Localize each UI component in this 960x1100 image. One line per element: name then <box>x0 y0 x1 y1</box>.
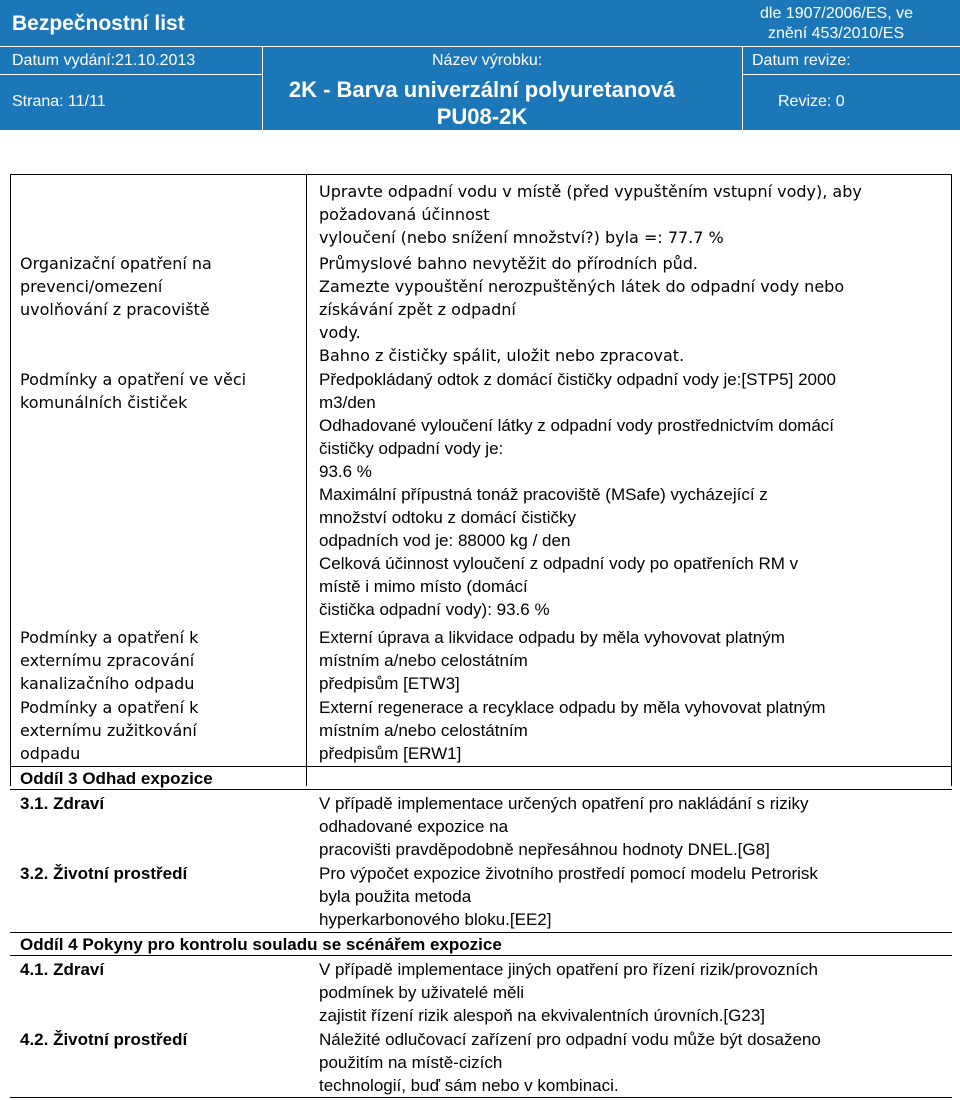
item-text: V případě implementace určených opatření pro nakládání s riziky odhadované expozice na pracovišti pravděpodobně nepřesáhnou hodnoty DNEL.[G8] <box>319 794 809 859</box>
row-label: Podmínky a opatření k externímu zpracování kanalizačního odpadu <box>20 628 199 693</box>
revision-number: Revize: 0 <box>778 93 845 110</box>
header-divider-right <box>742 74 960 75</box>
header-divider <box>0 46 960 47</box>
page-number: Strana: 11/11 <box>12 93 106 110</box>
item-label: 4.1. Zdraví <box>20 960 105 979</box>
row-measures-text: Upravte odpadní vodu v místě (před vypuštěním vstupní vody), aby požadovaná účinnost vyloučení (nebo snížení množství?) byla =: 77.7 % <box>319 182 862 247</box>
revision-date-label: Datum revize: <box>752 52 851 69</box>
product-name-line-2: PU08-2K <box>436 104 528 129</box>
product-name-label: Název výrobku: <box>432 52 543 69</box>
document-title: Bezpečnostní list <box>12 12 185 35</box>
regulation-line-1: dle 1907/2006/ES, ve <box>760 5 914 22</box>
item-label: 3.1. Zdraví <box>20 794 105 813</box>
row-measures-text: Externí regenerace a recyklace odpadu by měla vyhovovat platným místním a/nebo celostátním předpisům [ERW1] <box>319 698 826 763</box>
product-name-line-1: 2K - Barva univerzální polyuretanová <box>288 77 676 102</box>
issue-date: Datum vydání:21.10.2013 <box>12 52 196 69</box>
row-label: Organizační opatření na prevenci/omezení uvolňování z pracoviště <box>20 254 212 319</box>
item-label: 3.2. Životní prostředí <box>20 864 188 883</box>
item-text: Náležité odlučovací zařízení pro odpadní vodu může být dosaženo použitím na místě-cizích technologií, buď sám nebo v kombinaci. <box>319 1030 821 1095</box>
table-bottom-rule <box>10 1097 952 1098</box>
section-4-heading: Oddíl 4 Pokyny pro kontrolu souladu se scénářem expozice <box>20 935 502 954</box>
section-divider <box>10 955 952 956</box>
item-label: 4.2. Životní prostředí <box>20 1030 188 1049</box>
header-column-divider <box>742 46 743 130</box>
table-middle-rule <box>306 174 307 786</box>
section-divider <box>10 789 952 790</box>
item-text: Pro výpočet expozice životního prostředí pomocí modelu Petrorisk byla použita metoda hyperkarbonového bloku.[EE2] <box>319 864 818 929</box>
table-left-rule <box>10 174 11 786</box>
table-top-rule <box>10 174 952 175</box>
row-label: Podmínky a opatření k externímu zužitkování odpadu <box>20 698 199 763</box>
row-measures-text: Předpokládaný odtok z domácí čističky odpadní vody je:[STP5] 2000 m3/den Odhadované vyloučení látky z odpadní vody prostřednictvím domácí čističky odpadní vody je: 93.6 % Maximální přípustná tonáž pracoviště (MSafe) vycházející z množství odtoku z domácí čističky odpadních vod je: 88000 kg / den Celková účinnost vyloučení z odpadní vody po opatřeních RM v místě i mimo místo (domácí čistička odpadní vody): 93.6 % <box>319 370 836 619</box>
section-3-heading: Oddíl 3 Odhad expozice <box>20 769 213 788</box>
header-divider-left <box>0 74 262 75</box>
row-measures-text: Průmyslové bahno nevytěžit do přírodních půd. Zamezte vypouštění nerozpuštěných látek do odpadní vody nebo získávání zpět z odpadní vody. Bahno z čističky spálit, uložit nebo zpracovat. <box>319 254 845 365</box>
row-measures-text: Externí úprava a likvidace odpadu by měla vyhovovat platným místním a/nebo celostátním předpisům [ETW3] <box>319 628 785 693</box>
document-header <box>0 0 960 130</box>
table-right-rule <box>951 174 952 786</box>
item-text: V případě implementace jiných opatření pro řízení rizik/provozních podmínek by uživatelé měli zajistit řízení rizik alespoň na ekvivalentních úrovních.[G23] <box>319 960 818 1025</box>
regulation-line-2: znění 453/2010/ES <box>768 25 905 42</box>
row-label: Podmínky a opatření ve věci komunálních čističek <box>20 370 247 412</box>
